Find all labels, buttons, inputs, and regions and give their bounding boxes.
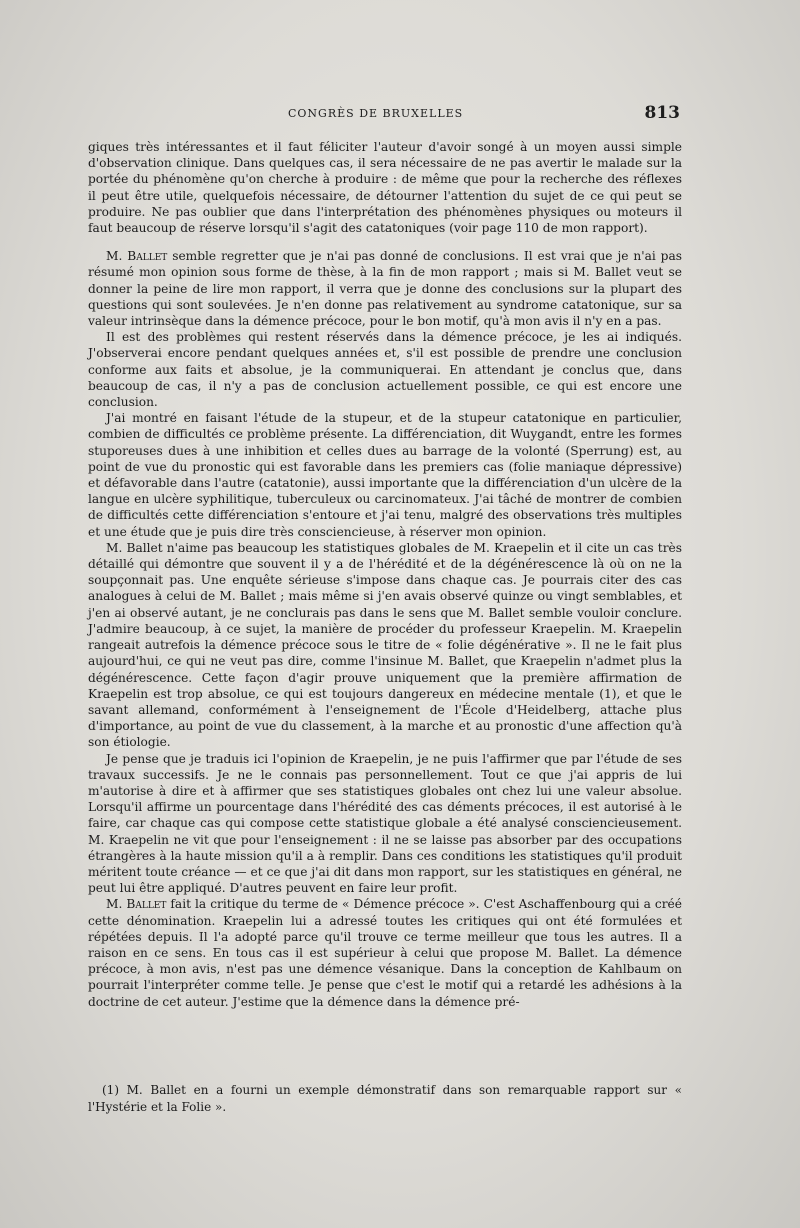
paragraph	[88, 329, 682, 410]
paragraph	[88, 751, 682, 897]
paragraph-text: Je pense que je traduis ici l'opinion de Kraepelin, je ne puis l'affirmer que par l'étude de ses travaux successifs. Je ne le connais pas personnellement. Tout ce que j'ai appris de lui m'autorise à dire et à affirmer que ses statistiques globales ont chez lui une valeur absolue. Lorsqu'il affirme un pourcentage dans l'hérédité des cas déments précoces, il est autorisé à le faire, car chaque cas qui compose cette statistique globale a été analysé consciencieusement. M. Kraepelin ne vit que pour l'enseignement : il ne se laisse pas absorber par des occupations étrangères à la haute mission qu'il a à remplir. Dans ces conditions les statistiques qu'il produit méritent toute créance — et ce que j'ai dit dans mon rapport, sur les statistiques en général, ne peut lui être appliqué. D'autres peuvent en faire leur profit.	[88, 751, 682, 896]
page-number: 813	[644, 103, 680, 123]
speaker-name: M. Ballet	[106, 897, 167, 912]
paragraph-text: giques très intéressantes et il faut féliciter l'auteur d'avoir songé à un moyen aussi simple d'observation clinique. Dans quelques cas, il sera nécessaire de ne pas avertir le malade sur la portée du phénomène qu'on cherche à produire : de même que pour la recherche des réflexes il peut être utile, quelquefois nécessaire, de détourner l'attention du sujet de ce qui peut se produire. Ne pas oublier que dans l'interprétation des phénomènes physiques ou moteurs il faut beaucoup de réserve lorsqu'il s'agit des catatoniques (voir page 110 de mon rapport).	[88, 140, 682, 236]
paragraph	[88, 410, 682, 540]
paragraph-text: semble regretter que je n'ai pas donné de conclusions. Il est vrai que je n'ai pas résumé mon opinion sous forme de thèse, à la fin de mon rapport ; mais si M. Ballet veut se donner la peine de lire mon rapport, il verra que je donne des conclusions sur la plupart des questions qui sont soulevées. Je n'en donne pas relativement au syndrome catatonique, sur sa valeur intrinsèque dans la démence précoce, pour le bon motif, qu'à mon avis il n'y en a pas.	[88, 249, 682, 329]
paragraph-text: fait la critique du terme de « Démence précoce ». C'est Aschaffenbourg qui a créé cette dénomination. Kraepelin lui a adressé toutes les critiques qui ont été formulées et répétées depuis. Il l'a adopté parce qu'il trouve ce terme meilleur que tous les autres. Il a raison en ce sens. En tous cas il est supérieur à celui que propose M. Ballet. La démence précoce, à mon avis, n'est pas une démence vésanique. Dans la conception de Kahlbaum on pourrait l'interpréter comme telle. Je pense que c'est le motif qui a retardé les adhésions à la doctrine de cet auteur. J'estime que la démence dans la démence pré-	[88, 897, 682, 1009]
page-header	[88, 103, 680, 125]
footnote	[88, 1082, 682, 1116]
paragraph-text: M. Ballet n'aime pas beaucoup les statistiques globales de M. Kraepelin et il cite un cas très détaillé qui démontre que souvent il y a de l'hérédité et de la dégénérescence là où on ne la soupçonnait pas. Une enquête sérieuse s'impose dans chaque cas. Je pourrais citer des cas analogues à celui de M. Ballet ; mais même si j'en avais observé quinze ou vingt semblables, et j'en ai observé autant, je ne conclurais pas dans le sens que M. Ballet semble vouloir conclure. J'admire beaucoup, à ce sujet, la manière de procéder du professeur Kraepelin. M. Kraepelin rangeait autrefois la démence précoce sous le titre de « folie dégénérative ». Il ne le fait plus aujourd'hui, ce qui ne veut pas dire, comme l'insinue M. Ballet, que Kraepelin n'admet plus la dégénérescence. Cette façon d'agir prouve uniquement que la première affirmation de Kraepelin est trop absolue, ce qui est toujours dangereux en médecine mentale (1), et que le savant allemand, conformément à l'enseignement de l'École d'Heidelberg, attache plus d'importance, au point de vue du classement, à la marche et au pronostic d'une affection qu'à son étiologie.	[88, 540, 682, 750]
speaker-name: M. Ballet	[106, 249, 168, 264]
paragraph	[88, 139, 682, 236]
paragraph-text: J'ai montré en faisant l'étude de la stupeur, et de la stupeur catatonique en particulier, combien de difficultés ce problème présente. La différenciation, dit Wuygandt, entre les formes stuporeuses dues à une inhibition et celles dues au barrage de la volonté (Sperrung) est, au point de vue du pronostic qui est favorable dans les premiers cas (folie maniaque dépressive) et défavorable dans l'autre (catatonie), aussi importante que la différenciation d'un ulcère de la langue en ulcère syphilitique, tuberculeux ou carcinomateux. J'ai tâché de montrer de combien de difficultés cette différenciation s'entoure et j'ai tenu, malgré des observations très multiples et une étude que je puis dire très consciencieuse, à réserver mon opinion.	[88, 411, 682, 539]
paragraph	[88, 896, 682, 1009]
paragraph	[88, 540, 682, 751]
paragraph-text: Il est des problèmes qui restent réservés dans la démence précoce, je les ai indiqués. J'observerai encore pendant quelques années et, s'il est possible de prendre une conclusion conforme aux faits et absolue, je la communiquerai. En attendant je conclus que, dans beaucoup de cas, il n'y a pas de conclusion actuellement possible, ce qui est encore une conclusion.	[88, 330, 682, 410]
footnote-text: (1) M. Ballet en a fourni un exemple démonstratif dans son remarquable rapport sur « l'Hystérie et la Folie ».	[88, 1083, 682, 1114]
paragraph	[88, 248, 682, 329]
body-text	[88, 139, 682, 1010]
running-title: CONGRÈS DE BRUXELLES	[288, 107, 464, 120]
